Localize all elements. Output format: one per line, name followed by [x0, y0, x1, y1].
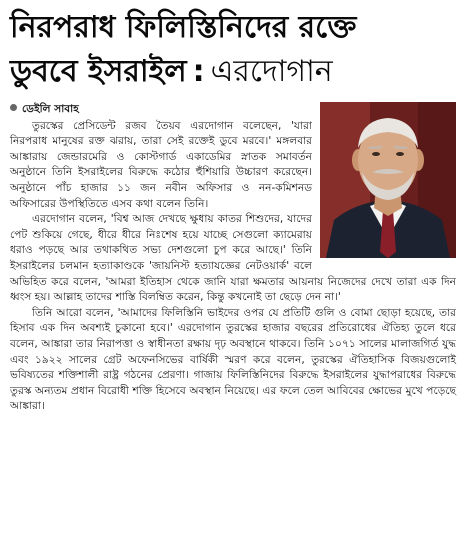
headline-colon: : [192, 54, 205, 89]
portrait-photo-icon [320, 102, 456, 258]
paragraph-3: তিনি আরো বলেন, 'আমাদের ফিলিস্তিনি ভাইদের ওপর যে প্রতিটি গুলি ও বোমা ছোড়া হয়েছে, তার হিসাব এক দিন অবশ্যই চুকানো হবে।' এরদোগান তুরস্কের হাজার বছরের প্রতিরোধের ঐতিহ্য তুলে ধরে বলেন, আঙ্কারা তার নিরাপত্তা ও স্বাধীনতা রক্ষায় দৃঢ় অবস্থানে থাকবে। তিনি ১০৭১ সালের মালাজগির্ত যুদ্ধ এবং ১৯২২ সালের গ্রেট অফেনসিভের বার্ষিকী স্মরণ করে বলেন, তুরস্কের ঐতিহাসিক বিজয়গুলোই ভবিষ্যতের শক্তিশালী রাষ্ট্র গঠনের প্রেরণা। গাজায় ফিলিস্তিনিদের বিরুদ্ধে ইসরাইলের যুদ্ধাপরাধের বিরুদ্ধে তুরস্ক অন্যতম প্রধান বিরোধী শক্তি হিসেবে অবস্থান নিয়েছে। এর ফলে তেল আবিবের ক্ষোভের মুখে পড়েছে আঙ্কারা। [10, 306, 456, 413]
paragraph-1: তুরস্কের প্রেসিডেন্ট রজব তৈয়ব এরদোগান বলেছেন, 'যারা নিরপরাধ মানুষের রক্ত ঝরায়, তারা সেই রক্তেই ডুবে মরবে।' মঙ্গলবার আঙ্কারায় জেন্ডারমেরি ও কোস্টগার্ড একাডেমির স্নাতক সমাবর্তন অনুষ্ঠানে তিনি ইসরাইলের বিরুদ্ধে কঠোর হুঁশিয়ারি উচ্চারণ করেছেন। অনুষ্ঠানে পাঁচ হাজার ১১ জন নবীন অফিসার ও নন-কমিশনড অফিসারের উপস্থিতিতে এসব কথা বলেন তিনি। [10, 119, 312, 210]
headline-line-2 [10, 50, 456, 94]
headline [10, 6, 456, 94]
headline-main: ডুববে ইসরাইল [10, 54, 187, 89]
byline-source: ডেইলি সাবাহ [22, 103, 79, 115]
bullet-icon [10, 104, 17, 111]
headline-attribution: এরদোগান [210, 54, 333, 89]
article-body [10, 102, 456, 415]
paragraph-2: এরদোগান বলেন, 'বিশ্ব আজ দেখছে ক্ষুধায় কাতর শিশুদের, যাদের পেট শুকিয়ে গেছে, ধীরে ধীরে নিঃশেষ হয়ে যাচ্ছে সেগুলো ক্যামেরায় ধরাও পড়ছে আর তথাকথিত সভ্য দেশগুলো চুপ করে আছে।' তিনি ইসরাইলের চলমান হত্যাকাণ্ডকে 'জায়নিস্ট হত্যাযজ্ঞের নেটওয়ার্ক' বলে অভিহিত করে বলেন, 'আমরা ইতিহাস থেকে জানি যারা ক্ষমতার আয়নায় নিজেদের দেখে তারা এক দিন ধ্বংস হয়। আল্লাহ তাদের শাস্তি বিলম্বিত করেন, কিন্তু কখনোই তা ছেড়ে দেন না।' [10, 213, 456, 304]
portrait-photo [320, 102, 456, 258]
headline-line-1: নিরপরাধ ফিলিস্তিনিদের রক্তে [10, 10, 357, 45]
